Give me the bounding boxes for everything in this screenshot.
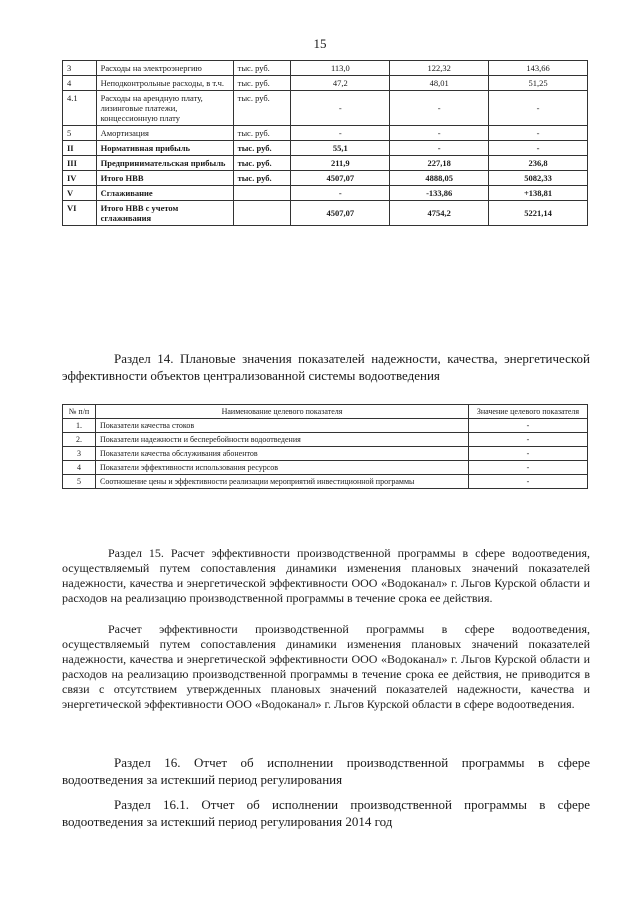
row-unit: тыс. руб.	[233, 126, 291, 141]
table-row	[63, 461, 588, 475]
table-row	[63, 61, 588, 76]
row-name: Сглаживание	[96, 186, 233, 201]
page-number: 15	[313, 36, 327, 51]
row-num: 4	[63, 76, 97, 91]
row-name: Амортизация	[96, 126, 233, 141]
section-15-paragraph-2: Расчет эффективности производственной программы в сфере водоотведения, осуществляемый путем сопоставления динамики изменения плановых значений показателей надежности, качества и энергетической эффективности ООО «Водоканал» г. Льгов Курской области и расходов на реализацию производственной программы в течение срока ее действия, не приводится в связи с отсутствием утвержденных плановых значений показателей надежности, качества и энергетической эффективности ООО «Водоканал» г. Льгов Курской области в сфере водоотведения.	[62, 622, 590, 711]
row-value-1: 211,9	[291, 156, 390, 171]
indicator-num: 3	[63, 447, 96, 461]
row-name: Расходы на электроэнергию	[96, 61, 233, 76]
row-num: VI	[63, 201, 97, 226]
header-value: Значение целевого показателя	[469, 405, 588, 419]
row-name: Неподконтрольные расходы, в т.ч.	[96, 76, 233, 91]
row-value-2: 4888,05	[390, 171, 489, 186]
row-value-2: 227,18	[390, 156, 489, 171]
row-name: Предпринимательская прибыль	[96, 156, 233, 171]
header-num: № п/п	[63, 405, 96, 419]
row-name: Расходы на арендную плату, лизинговые платежи, концессионную плату	[96, 91, 233, 126]
indicator-name: Показатели эффективности использования ресурсов	[96, 461, 469, 475]
row-value-3: 236,8	[489, 156, 588, 171]
row-value-1: 113,0	[291, 61, 390, 76]
row-unit	[233, 186, 291, 201]
header-name: Наименование целевого показателя	[96, 405, 469, 419]
row-name: Итого НВВ с учетом сглаживания	[96, 201, 233, 226]
row-value-3: -	[489, 141, 588, 156]
indicator-value: -	[469, 461, 588, 475]
row-value-2: -	[390, 91, 489, 126]
row-value-1: 4507,07	[291, 201, 390, 226]
row-value-2: 4754,2	[390, 201, 489, 226]
row-value-1: 47,2	[291, 76, 390, 91]
indicator-name: Соотношение цены и эффективности реализации мероприятий инвестиционной программы	[96, 475, 469, 489]
indicator-num: 1.	[63, 419, 96, 433]
indicator-value: -	[469, 433, 588, 447]
row-num: II	[63, 141, 97, 156]
row-num: 5	[63, 126, 97, 141]
row-unit: тыс. руб.	[233, 76, 291, 91]
indicator-value: -	[469, 447, 588, 461]
row-value-2: -	[390, 141, 489, 156]
row-num: V	[63, 186, 97, 201]
row-value-1: -	[291, 186, 390, 201]
indicator-num: 4	[63, 461, 96, 475]
row-unit: тыс. руб.	[233, 91, 291, 126]
section-15-paragraph-1: Раздел 15. Расчет эффективности производственной программы в сфере водоотведения, осуществляемый путем сопоставления динамики изменения плановых значений показателей надежности, качества и энергетической эффективности ООО «Водоканал» г. Льгов Курской области и расходов на реализацию производственной программы в течение срока ее действия.	[62, 546, 590, 605]
section-16-title: Раздел 16. Отчет об исполнении производственной программы в сфере водоотведения за истекший период регулирования	[62, 755, 590, 787]
row-value-1: -	[291, 91, 390, 126]
row-value-3: 5221,14	[489, 201, 588, 226]
section-14-title: Раздел 14. Плановые значения показателей надежности, качества, энергетической эффективности объектов централизованной системы водоотведения	[62, 351, 590, 383]
row-unit: тыс. руб.	[233, 156, 291, 171]
row-num: III	[63, 156, 97, 171]
row-value-3: 143,66	[489, 61, 588, 76]
indicator-num: 5	[63, 475, 96, 489]
section-16-1-title: Раздел 16.1. Отчет об исполнении производственной программы в сфере водоотведения за истекший период регулирования 2014 год	[62, 797, 590, 829]
row-value-1: 4507,07	[291, 171, 390, 186]
indicator-value: -	[469, 475, 588, 489]
row-value-2: 122,32	[390, 61, 489, 76]
indicators-table	[62, 404, 588, 489]
row-name: Итого НВВ	[96, 171, 233, 186]
table-row	[63, 141, 588, 156]
indicators-table-header	[63, 405, 588, 419]
row-value-2: -	[390, 126, 489, 141]
row-value-3: -	[489, 91, 588, 126]
table-row	[63, 171, 588, 186]
row-value-3: 5082,33	[489, 171, 588, 186]
table-row	[63, 433, 588, 447]
row-value-1: 55,1	[291, 141, 390, 156]
indicator-value: -	[469, 419, 588, 433]
table-row	[63, 156, 588, 171]
indicator-name: Показатели надежности и бесперебойности водоотведения	[96, 433, 469, 447]
table-row	[63, 201, 588, 226]
row-num: 3	[63, 61, 97, 76]
row-value-2: -133,86	[390, 186, 489, 201]
indicator-name: Показатели качества обслуживания абонентов	[96, 447, 469, 461]
row-unit	[233, 201, 291, 226]
row-unit: тыс. руб.	[233, 61, 291, 76]
row-value-3: +138,81	[489, 186, 588, 201]
table-row	[63, 186, 588, 201]
table-row	[63, 419, 588, 433]
row-value-3: -	[489, 126, 588, 141]
row-value-2: 48,01	[390, 76, 489, 91]
row-num: IV	[63, 171, 97, 186]
table-row	[63, 76, 588, 91]
indicator-num: 2.	[63, 433, 96, 447]
indicator-name: Показатели качества стоков	[96, 419, 469, 433]
row-unit: тыс. руб.	[233, 171, 291, 186]
row-value-1: -	[291, 126, 390, 141]
table-row	[63, 91, 588, 126]
table-row	[63, 126, 588, 141]
table-row	[63, 475, 588, 489]
row-name: Нормативная прибыль	[96, 141, 233, 156]
row-unit: тыс. руб.	[233, 141, 291, 156]
financial-table	[62, 60, 588, 226]
row-num: 4.1	[63, 91, 97, 126]
table-row	[63, 447, 588, 461]
row-value-3: 51,25	[489, 76, 588, 91]
